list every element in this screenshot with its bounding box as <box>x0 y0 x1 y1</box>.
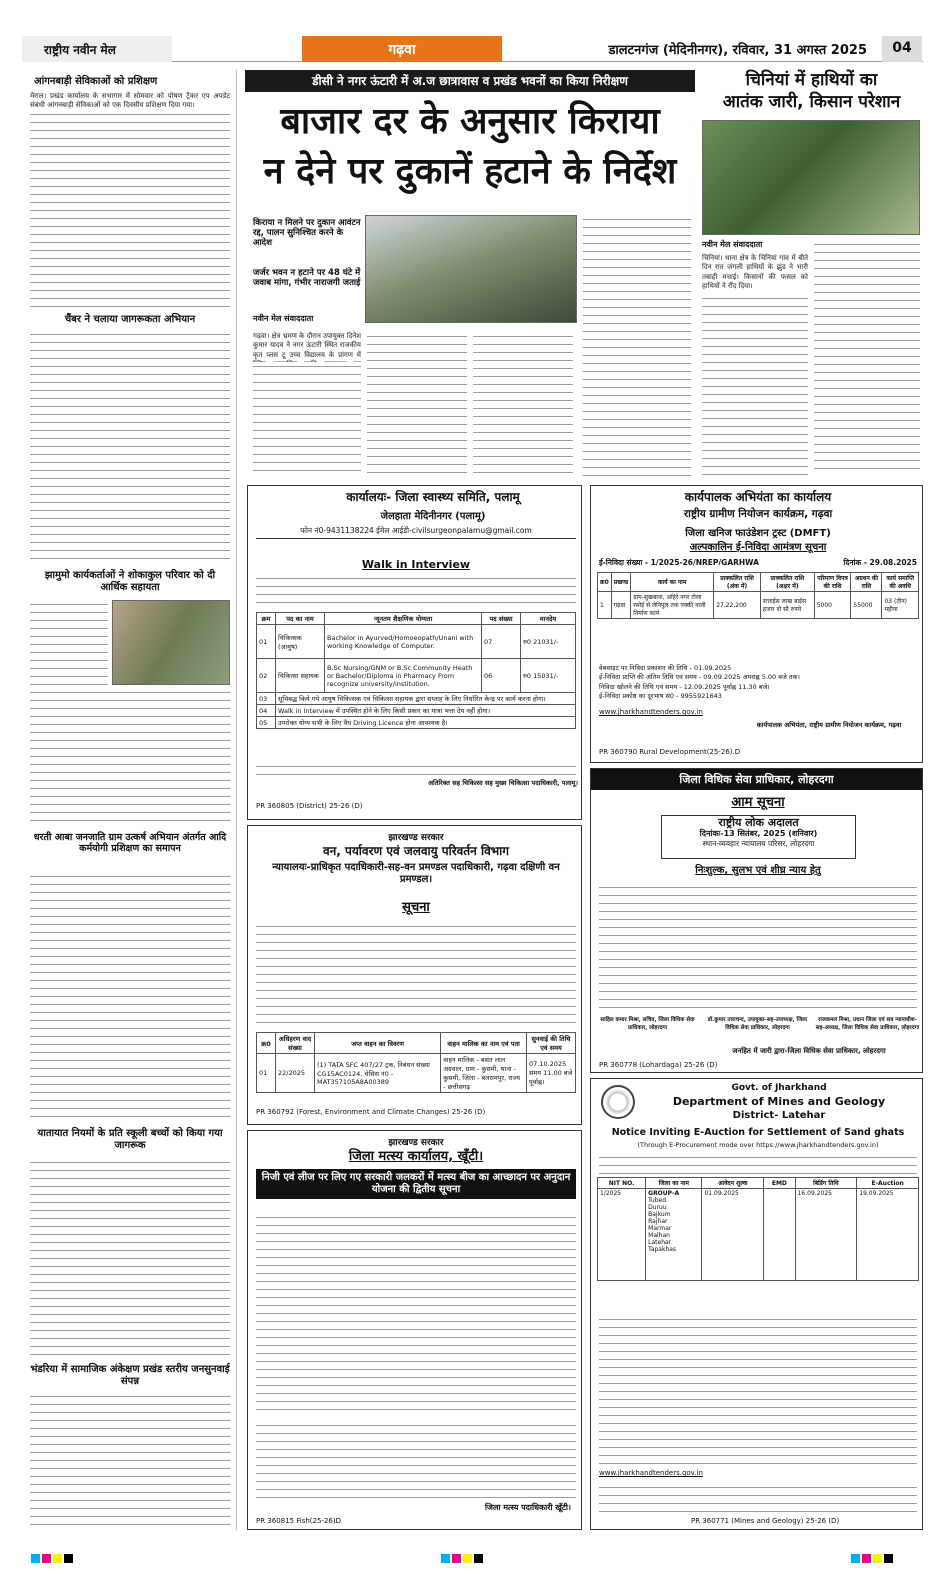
table-cell: (1) TATA SFC 407/27 ट्रक, निबंधन संख्या CG15AC0124, चेसिस नं0 - MAT357105A8A00389 <box>315 1054 441 1093</box>
story-bullet-2: जर्जर भवन न हटाने पर 48 घंटे में जवाब मांगा, गंभीर नाराजगी जताई <box>253 268 361 289</box>
table-cell: 1/2025 <box>598 1189 646 1281</box>
column-header: कार्य का नाम <box>631 573 714 592</box>
column-header: प्रखण्ड <box>611 573 630 592</box>
ad-contact: फोन नं0-9431138224 ईमेल आईडी-civilsurgeonpalamu@gmail.com <box>300 526 532 535</box>
table-cell: 01 <box>257 625 276 659</box>
article-body <box>473 332 573 477</box>
ad-body <box>599 1483 917 1513</box>
table-cell: 01 <box>257 1054 276 1093</box>
article-body <box>30 110 230 310</box>
table-cell: चिकित्सक (आयुष) <box>276 625 325 659</box>
group-label: GROUP-A <box>648 1190 680 1197</box>
table-cell: रु0 21031/- <box>521 625 576 659</box>
column-header: कार्य समाप्ति की अवधि <box>882 573 919 592</box>
ad-ref: PR 360815 Fish(25-26)D <box>256 1517 341 1525</box>
table-row <box>257 705 576 717</box>
ad-title: Walk in Interview <box>361 558 471 571</box>
tender-date-line: ई-निविदा प्राप्ति की अंतिम तिथि एवं समय - 09.09.2025 अपराह्न 5.00 बजे तक। <box>599 673 801 682</box>
table-cell: उपरोक्त योग्य सभी के लिए वैध Driving Licence होना आवश्यक है। <box>276 717 576 729</box>
table-cell: 22/2025 <box>276 1054 315 1093</box>
ad-district: District- Latehar <box>732 1110 826 1121</box>
ad-lok-adalat <box>590 768 923 1073</box>
ad-dept: Department of Mines and Geology <box>672 1095 886 1108</box>
ad-body <box>256 1421 576 1501</box>
adalat-venue: स्थान-व्यवहार न्यायालय परिसर, लोहरदगा <box>702 838 815 848</box>
paper-name: राष्ट्रीय नवीन मेल <box>22 36 172 62</box>
table-cell: 05 <box>257 717 276 729</box>
column-header: जिला का नाम <box>646 1178 702 1189</box>
article-body <box>30 330 230 565</box>
ad-ref: PR 360805 (District) 25-26 (D) <box>256 802 363 810</box>
ad-table <box>256 612 576 729</box>
lead-text-anganwadi: मेराल। प्रखंड कार्यालय के सभागार में सोमवार को पोषण ट्रैकर एप अपडेट संबंधी आंगनबाड़ी सेविकाओं को एक दिवसीय प्रशिक्षण दिया गया। <box>30 92 230 110</box>
ad-body <box>599 1153 917 1175</box>
headline-chamber: चैंबर ने चलाया जागरूकता अभियान <box>64 314 196 325</box>
column-header: अधिहरण वाद संख्या <box>276 1033 315 1054</box>
column-header: न्यूनतम शैक्षणिक योग्यता <box>325 613 482 625</box>
story-photo <box>365 215 577 323</box>
ad-govt: झारखण्ड सरकार <box>388 1138 444 1148</box>
column-header: पद का नाम <box>276 613 325 625</box>
ad-dept: वन, पर्यावरण एवं जलवायु परिवर्तन विभाग <box>322 844 510 858</box>
ad-body <box>256 922 576 1026</box>
column-header: E-Auction <box>857 1178 919 1189</box>
ad-table <box>597 572 919 619</box>
color-bar <box>30 1548 74 1567</box>
ad-body <box>256 1213 576 1413</box>
article-body <box>702 294 808 476</box>
page-number: 04 <box>882 36 922 62</box>
article-body <box>367 332 467 477</box>
table-cell: 19.09.2025 <box>857 1189 919 1281</box>
ghat-name: Tubed <box>648 1197 667 1205</box>
ad-table <box>256 1032 576 1093</box>
ad-title: निजी एवं लीज पर लिए गए सरकारी जलकरों में मत्स्य बीज का आच्छादन पर अनुदान योजना की द्वितीय सूचना <box>256 1169 576 1199</box>
table-cell: B.Sc Nursing/GNM or B.Sc Community Heath or Bachelor/Diploma in Pharmacy From recognize university/institution. <box>325 659 482 693</box>
ad-dmft-tender <box>590 485 923 763</box>
column-header: मानदेय <box>521 613 576 625</box>
headline-dharti-aba: धरती आबा जनजाति ग्राम उत्कर्ष अभियान अंतर्गत आदि कर्मयोगी प्रशिक्षण का समापन <box>33 832 227 855</box>
tender-date-line: ई-निविदा प्रकोष्ठ का दूरभाष सं0 - 9955921643 <box>599 692 722 701</box>
ad-address: जेलहाता मेदिनीनगर (पलामू) <box>380 511 486 522</box>
top-story <box>245 70 695 480</box>
story-bullet-1: किराया न मिलने पर दुकान आवंटन रद्द, पालन सुनिश्चित करने के आदेश <box>253 218 361 249</box>
ghat-name: Tapakhas <box>648 1246 677 1254</box>
table-cell: Bachelor in Ayurved/Homoeopath/Unani with working Knowledge of Computer. <box>325 625 482 659</box>
table-row <box>598 592 919 619</box>
table-cell: वाहन मालिक - बसंत लाल अग्रवाल, ग्राम - कुसमी, थाना - कुसमी, जिला - बलरामपुर, राज्य - छत्तीसगढ़ <box>441 1054 527 1093</box>
ad-signature: कार्यपालक अभियंता, राष्ट्रीय ग्रामीण नियोजन कार्यक्रम, गढ़वा <box>756 721 902 729</box>
color-bar <box>850 1548 894 1567</box>
ad-body <box>256 574 576 608</box>
article-body <box>583 215 691 477</box>
ad-ref: PR 360790 Rural Development(25-26).D <box>599 748 741 756</box>
signatory: डॉ.कुमार ताराचन्द, उपायुक्त-सह-उपाध्यक्ष, जिला विधिक सेवा प्राधिकार, लोहरदगा <box>707 1017 808 1031</box>
table-row <box>598 1189 919 1281</box>
signatory: साहिल कमार मिश्रा, सचिव, जिला विधिक सेवा प्राधिकार, लोहरदगा <box>600 1017 695 1031</box>
tender-website[interactable]: www.jharkhandtenders.gov.in <box>599 1469 703 1477</box>
table-cell: ग्राम-सुखबाना, अहिरे नगर टोला रसोई से लेनिपुल तक पक्की नाली निर्माण कार्य <box>631 592 714 619</box>
table-cell: गढ़वा <box>611 592 630 619</box>
table-cell: 06 <box>482 659 521 693</box>
tender-date-line: वेबसाइट पर निविदा प्रकाशन की तिथि - 01.09.2025 <box>599 664 732 672</box>
table-cell: 07.10.2025 समय 11.00 बजे पूर्वाह्न। <box>527 1054 576 1093</box>
tender-date-line: निविदा खोलने की तिथि एवं समय - 12.09.2025 पूर्वाह्न 11.30 बजे। <box>599 682 770 691</box>
adalat-box <box>661 815 856 859</box>
table-cell: 03 <box>257 693 276 705</box>
article-body <box>30 600 108 685</box>
table-cell: Walk in Interview में उपस्थित होने के लिए किसी प्रकार का यात्रा भत्ता देय नहीं होगा। <box>276 705 576 717</box>
column-header: परिमाण विपत्र की राशि <box>814 573 851 592</box>
ad-notice: आम सूचना <box>731 795 785 810</box>
elephant-story <box>700 70 923 480</box>
column-header: जप्त वाहन का विवरण <box>315 1033 441 1054</box>
table-cell: रु0 15031/- <box>521 659 576 693</box>
adalat-title: राष्ट्रीय लोक अदालत <box>718 816 799 829</box>
ghat-name: Bajkum <box>648 1211 671 1219</box>
ghat-name: Marmar <box>648 1225 672 1233</box>
ad-signature: जिला मत्स्य पदाधिकारी खूँटी। <box>484 1503 572 1512</box>
table-cell: 27,22,200 <box>714 592 761 619</box>
ad-ref: PR 360778 (Lohardaga) 25-26 (D) <box>599 1061 718 1069</box>
table-cell: सूचिबद्ध किये गये आयुष चिकित्सक एवं चिकित्सा सहायक द्वारा सप्ताह के लिए निर्धारित केन्द्र पर कार्य करना होगा। <box>276 693 576 705</box>
table-row <box>257 693 576 705</box>
ghat-name: Duruu <box>648 1204 667 1212</box>
ad-footer: जनहित में जारी द्वारा-जिला विधिक सेवा प्राधिकार, लोहरदगा <box>732 1047 886 1055</box>
masthead <box>22 36 923 62</box>
table-cell: चिकित्सा सहायक <box>276 659 325 693</box>
section-tab: गढ़वा <box>302 36 502 62</box>
ad-walk-in-interview <box>247 485 582 820</box>
column-header: क्र0 <box>598 573 612 592</box>
story-lead-text: गढ़वा। क्षेत्र भ्रमण के दौरान उपायुक्त दिनेश कुमार यादव ने नगर ऊंटारी स्थित राजकीय कृत प्लस टू उच्च विद्यालय के प्रांगण में <box>253 332 361 359</box>
ad-ref: PR 360771 (Mines and Geology) 25-26 (D) <box>691 1517 840 1525</box>
column-header: वाहन मालिक का नाम एवं पता <box>441 1033 527 1054</box>
table-row <box>257 1054 576 1093</box>
ad-fishery-notice <box>247 1130 582 1530</box>
column-header: क्रम <box>257 613 276 625</box>
table-cell: 1 <box>598 592 612 619</box>
ad-body <box>599 883 917 1011</box>
column-header: EMD <box>764 1178 795 1189</box>
ad-title: सूचना <box>402 900 430 915</box>
headline-anganwadi: आंगनबाड़ी सेविकाओं को प्रशिक्षण <box>34 76 158 87</box>
column-header: पद संख्या <box>482 613 521 625</box>
headline-line-2: आतंक जारी, किसान परेशान <box>722 92 901 112</box>
tender-number: ई-निविदा संख्या - 1/2025-26/NREP/GARHWA <box>599 558 759 567</box>
ad-sand-auction <box>590 1078 923 1530</box>
article-body <box>30 688 230 828</box>
divider <box>256 538 576 539</box>
ad-tagline: निःशुल्क, सुलभ एवं शीघ्र न्याय हेतु <box>695 865 821 876</box>
signatory: राजकमल मिश्रा, प्रधान जिला एवं सत्र न्यायाधीश-सह-अध्यक्ष, जिला विधिक सेवा प्राधिकार, लोहरदगा <box>815 1017 920 1031</box>
column-header: बिडिंग तिथि <box>795 1178 857 1189</box>
tender-dates <box>599 664 917 702</box>
ghat-name: Malhan <box>648 1232 670 1240</box>
table-cell: 5000 <box>814 592 851 619</box>
ad-authority: जिला विधिक सेवा प्राधिकार, लोहरदगा <box>591 769 922 790</box>
table-cell: 02 <box>257 659 276 693</box>
ad-title: Notice Inviting E-Auction for Settlement of Sand ghats <box>611 1127 905 1138</box>
table-cell <box>646 1189 702 1281</box>
article-body <box>30 1158 230 1358</box>
column-header: सुनवाई की तिथि एवं समय <box>527 1033 576 1054</box>
story-byline: नवीन मेल संवाददाता <box>702 240 763 249</box>
adalat-date: दिनांकः-13 सितंबर, 2025 (शनिवार) <box>699 829 818 839</box>
govt-emblem-icon <box>601 1085 635 1119</box>
ad-office: कार्यपालक अभियंता का कार्यालय <box>684 490 832 504</box>
table-cell: 04 <box>257 705 276 717</box>
signatories <box>595 1015 920 1045</box>
ad-notice: अल्पकालिन ई-निविदा आमंत्रण सूचना <box>689 542 827 553</box>
article-body <box>30 872 230 1122</box>
headline-line-2: न देने पर दुकानें हटाने के निर्देश <box>263 151 677 192</box>
table-cell <box>764 1189 795 1281</box>
article-body <box>30 1392 230 1527</box>
print-registration-bottom <box>0 1548 945 1558</box>
table-cell: सत्ताईस लाख बाईस हजार दो सौ रुपये <box>760 592 814 619</box>
table-row <box>257 659 576 693</box>
story-lead-text: चिनियां। थाना क्षेत्र के चिनियां गांव में बीते दिन रात जंगली हाथियों के झुंड ने भारी तबाही मचाई। किसानों की फसल को हाथियों ने रौंद दिया। <box>702 254 808 291</box>
ad-forest-notice <box>247 825 582 1125</box>
ghat-name: Rajhar <box>648 1218 668 1226</box>
table-cell: 07 <box>482 625 521 659</box>
tender-date: दिनांक - 29.08.2025 <box>843 558 917 567</box>
article-body <box>814 240 920 476</box>
column-header: क्र0 <box>257 1033 276 1054</box>
ad-ref: PR 360792 (Forest, Environment and Climate Changes) 25-26 (D) <box>256 1108 486 1116</box>
story-kicker: डीसी ने नगर ऊंटारी में अ.ज छात्रावास व प्रखंड भवनों का किया निरीक्षण <box>245 70 695 92</box>
column-header: अग्रधन की राशि <box>851 573 882 592</box>
ad-office: जिला मत्स्य कार्यालय, खूँटी। <box>348 1149 484 1164</box>
headline-line-1: बाजार दर के अनुसार किराया <box>280 101 660 142</box>
article-body <box>253 362 361 477</box>
table-cell: 03 (तीन) महीना <box>882 592 919 619</box>
story-photo <box>702 120 920 235</box>
article-photo <box>112 600 230 685</box>
ad-signature: अतिरिक्त सह चिकित्सा सह मुख्य चिकित्सा पदाधिकारी, पलामू। <box>428 779 578 787</box>
column-header: आवेदन शुल्क <box>702 1178 764 1189</box>
ad-govt: Govt. of Jharkhand <box>731 1083 827 1093</box>
print-registration-top <box>0 10 945 20</box>
ad-dept: राष्ट्रीय ग्रामीण नियोजन कार्यक्रम, गढ़वा <box>683 508 833 520</box>
ad-govt: झारखण्ड सरकार <box>388 833 444 843</box>
headline-social-audit: भंडरिया में सामाजिक अंकेक्षण प्रखंड स्तरीय जनसुनवाई संपन्न <box>30 1364 230 1387</box>
dateline: डालटनगंज (मेदिनीनगर), रविवार, 31 अगस्त 2025 <box>608 43 867 58</box>
tender-website[interactable]: www.jharkhandtenders.gov.in <box>599 708 703 716</box>
column-header: NIT NO. <box>598 1178 646 1189</box>
table-cell: 01.09.2025 <box>702 1189 764 1281</box>
ad-office: कार्यालयः- जिला स्वास्थ्य समिति, पलामू <box>346 490 520 504</box>
column-header: प्राक्कलित राशि (अक्षर में) <box>760 573 814 592</box>
color-bar <box>440 1548 484 1567</box>
ad-body <box>599 1315 917 1465</box>
table-cell: 55000 <box>851 592 882 619</box>
story-byline: नवीन मेल संवाददाता <box>253 314 314 323</box>
headline-jmm: झामुमो कार्यकर्ताओं ने शोकाकुल परिवार को दी आर्थिक सहायता <box>44 570 216 593</box>
ad-subtitle: (Through E-Procurement mode over https://www.jharkhandtenders.gov.in) <box>637 1141 879 1149</box>
ad-court: न्यायालयः-प्राधिकृत पदाधिकारी-सह-वन प्रमण्डल पदाधिकारी, गढ़वा दक्षिणी वन प्रमण्डल। <box>272 862 560 885</box>
ad-table <box>597 1177 919 1281</box>
table-cell: 16.09.2025 <box>795 1189 857 1281</box>
headline-line-1: चिनियां में हाथियों का <box>745 70 878 90</box>
ghat-name: Latehar <box>648 1239 672 1247</box>
left-column <box>22 70 237 1530</box>
table-row <box>257 717 576 729</box>
table-row <box>257 625 576 659</box>
ad-trust: जिला खनिज फाउंडेशन ट्रस्ट (DMFT) <box>685 528 831 539</box>
headline-traffic: यातायात नियमों के प्रति स्कूली बच्चों को किया गया जागरूक <box>37 1128 223 1151</box>
column-header: प्राक्कलित राशि (अंक में) <box>714 573 761 592</box>
ad-body <box>256 762 576 776</box>
